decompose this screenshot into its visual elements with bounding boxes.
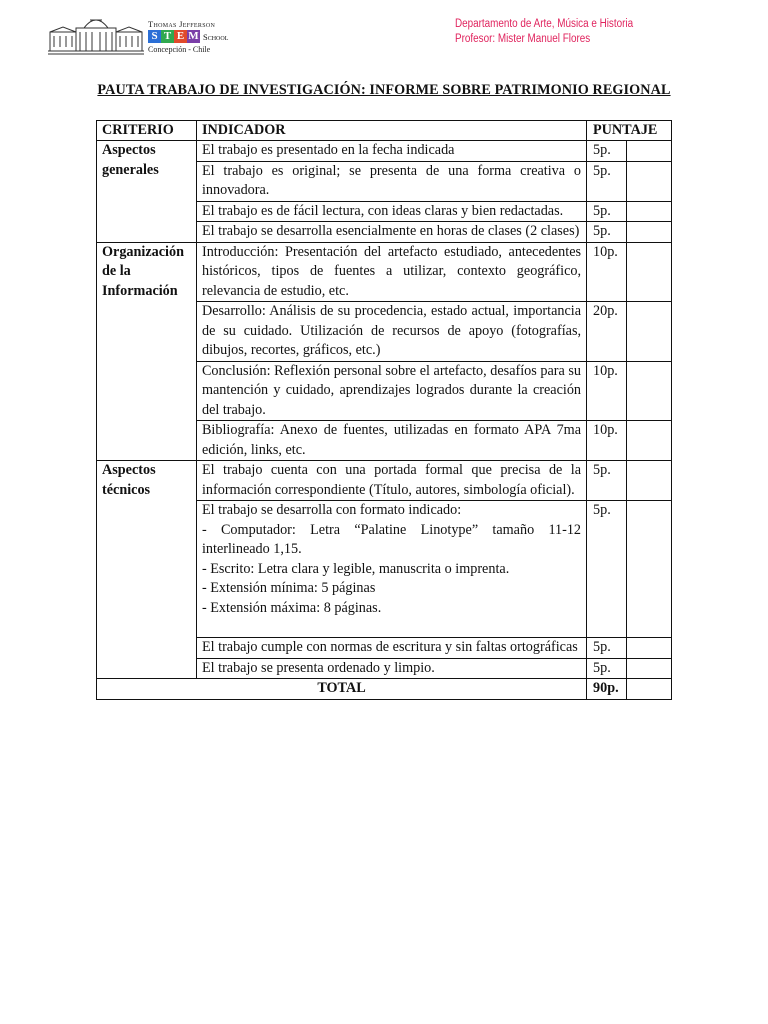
department-info <box>455 17 633 47</box>
indicador-cell: El trabajo cumple con normas de escritura y sin faltas ortográficas <box>196 638 586 659</box>
criterio-cell: Aspectos técnicos <box>97 461 197 679</box>
score-cell <box>627 141 672 162</box>
table-row <box>97 242 672 302</box>
indicador-cell: El trabajo es original; se presenta de una forma creativa o innovadora. <box>196 161 586 201</box>
total-puntaje: 90p. <box>587 679 627 700</box>
criterio-cell: Organización de la Información <box>97 242 197 461</box>
header-indicador: INDICADOR <box>196 121 586 141</box>
indicador-cell: Introducción: Presentación del artefacto estudiado, antecedentes históricos, tipos de fuentes a utilizar, contexto geográfico, relevancia de estudio, etc. <box>196 242 586 302</box>
score-cell <box>627 658 672 679</box>
indicador-cell: El trabajo cuenta con una portada formal que precisa de la información correspondiente (Título, autores, simbología oficial). <box>196 461 586 501</box>
table-row <box>97 461 672 501</box>
score-cell <box>627 461 672 501</box>
stem-letter-e: E <box>174 30 187 43</box>
document-title: PAUTA TRABAJO DE INVESTIGACIÓN: INFORME SOBRE PATRIMONIO REGIONAL <box>97 82 671 98</box>
school-logo <box>46 14 246 58</box>
indicador-cell-format <box>196 501 586 638</box>
score-cell <box>627 242 672 302</box>
puntaje-cell: 5p. <box>587 222 627 243</box>
total-row <box>97 679 672 700</box>
puntaje-cell: 10p. <box>587 361 627 421</box>
total-score-cell <box>627 679 672 700</box>
score-cell <box>627 421 672 461</box>
school-word: School <box>203 32 229 42</box>
puntaje-cell: 20p. <box>587 302 627 362</box>
puntaje-cell: 5p. <box>587 201 627 222</box>
format-line: El trabajo se desarrolla con formato indicado: <box>201 502 462 518</box>
header-puntaje: PUNTAJE <box>587 121 672 141</box>
stem-letter-s: S <box>148 30 161 43</box>
table-row <box>97 141 672 162</box>
school-name: Thomas Jefferson <box>148 19 216 29</box>
score-cell <box>627 201 672 222</box>
table-header-row <box>97 121 672 141</box>
format-line: - Extensión mínima: 5 páginas <box>201 580 376 596</box>
score-cell <box>627 222 672 243</box>
score-cell <box>627 302 672 362</box>
puntaje-cell: 5p. <box>587 141 627 162</box>
school-building-icon <box>46 14 146 58</box>
rubric-table <box>96 120 672 700</box>
puntaje-cell: 5p. <box>587 161 627 201</box>
score-cell <box>627 161 672 201</box>
indicador-cell: Desarrollo: Análisis de su procedencia, estado actual, importancia de su cuidado. Utilización de recursos de apoyo (fotografías, dibujos, recortes, gráficos, etc.) <box>196 302 586 362</box>
puntaje-cell: 5p. <box>587 501 627 638</box>
stem-wordmark <box>148 30 228 44</box>
format-line: - Extensión máxima: 8 páginas. <box>201 599 382 616</box>
puntaje-cell: 5p. <box>587 638 627 659</box>
score-cell <box>627 501 672 638</box>
indicador-cell: El trabajo es de fácil lectura, con ideas claras y bien redactadas. <box>196 201 586 222</box>
teacher-name: Profesor: Mister Manuel Flores <box>455 33 591 45</box>
school-city: Concepción - Chile <box>148 45 211 54</box>
format-line: - Computador: Letra “Palatine Linotype” tamaño 11-12 interlineado 1,15. <box>201 521 582 557</box>
total-label: TOTAL <box>97 679 587 700</box>
score-cell <box>627 638 672 659</box>
score-cell <box>627 361 672 421</box>
puntaje-cell: 5p. <box>587 461 627 501</box>
criterio-cell: Aspectos generales <box>97 141 197 243</box>
header-criterio: CRITERIO <box>97 121 197 141</box>
puntaje-cell: 10p. <box>587 242 627 302</box>
puntaje-cell: 10p. <box>587 421 627 461</box>
department-name: Departamento de Arte, Música e Historia <box>455 18 634 30</box>
format-line: - Escrito: Letra clara y legible, manuscrita o imprenta. <box>201 560 510 577</box>
indicador-cell: El trabajo se desarrolla esencialmente en horas de clases (2 clases) <box>196 222 586 243</box>
stem-letter-m: M <box>188 30 199 42</box>
page-header <box>0 0 768 70</box>
indicador-cell: Conclusión: Reflexión personal sobre el artefacto, desafíos para su mantención y cuidado, aprendizajes logrados durante la creación del trabajo. <box>196 361 586 421</box>
stem-letter-t: T <box>161 30 174 43</box>
puntaje-cell: 5p. <box>587 658 627 679</box>
indicador-cell: El trabajo se presenta ordenado y limpio. <box>196 658 586 679</box>
indicador-cell: El trabajo es presentado en la fecha indicada <box>196 141 586 162</box>
indicador-cell: Bibliografía: Anexo de fuentes, utilizadas en formato APA 7ma edición, links, etc. <box>196 421 586 461</box>
